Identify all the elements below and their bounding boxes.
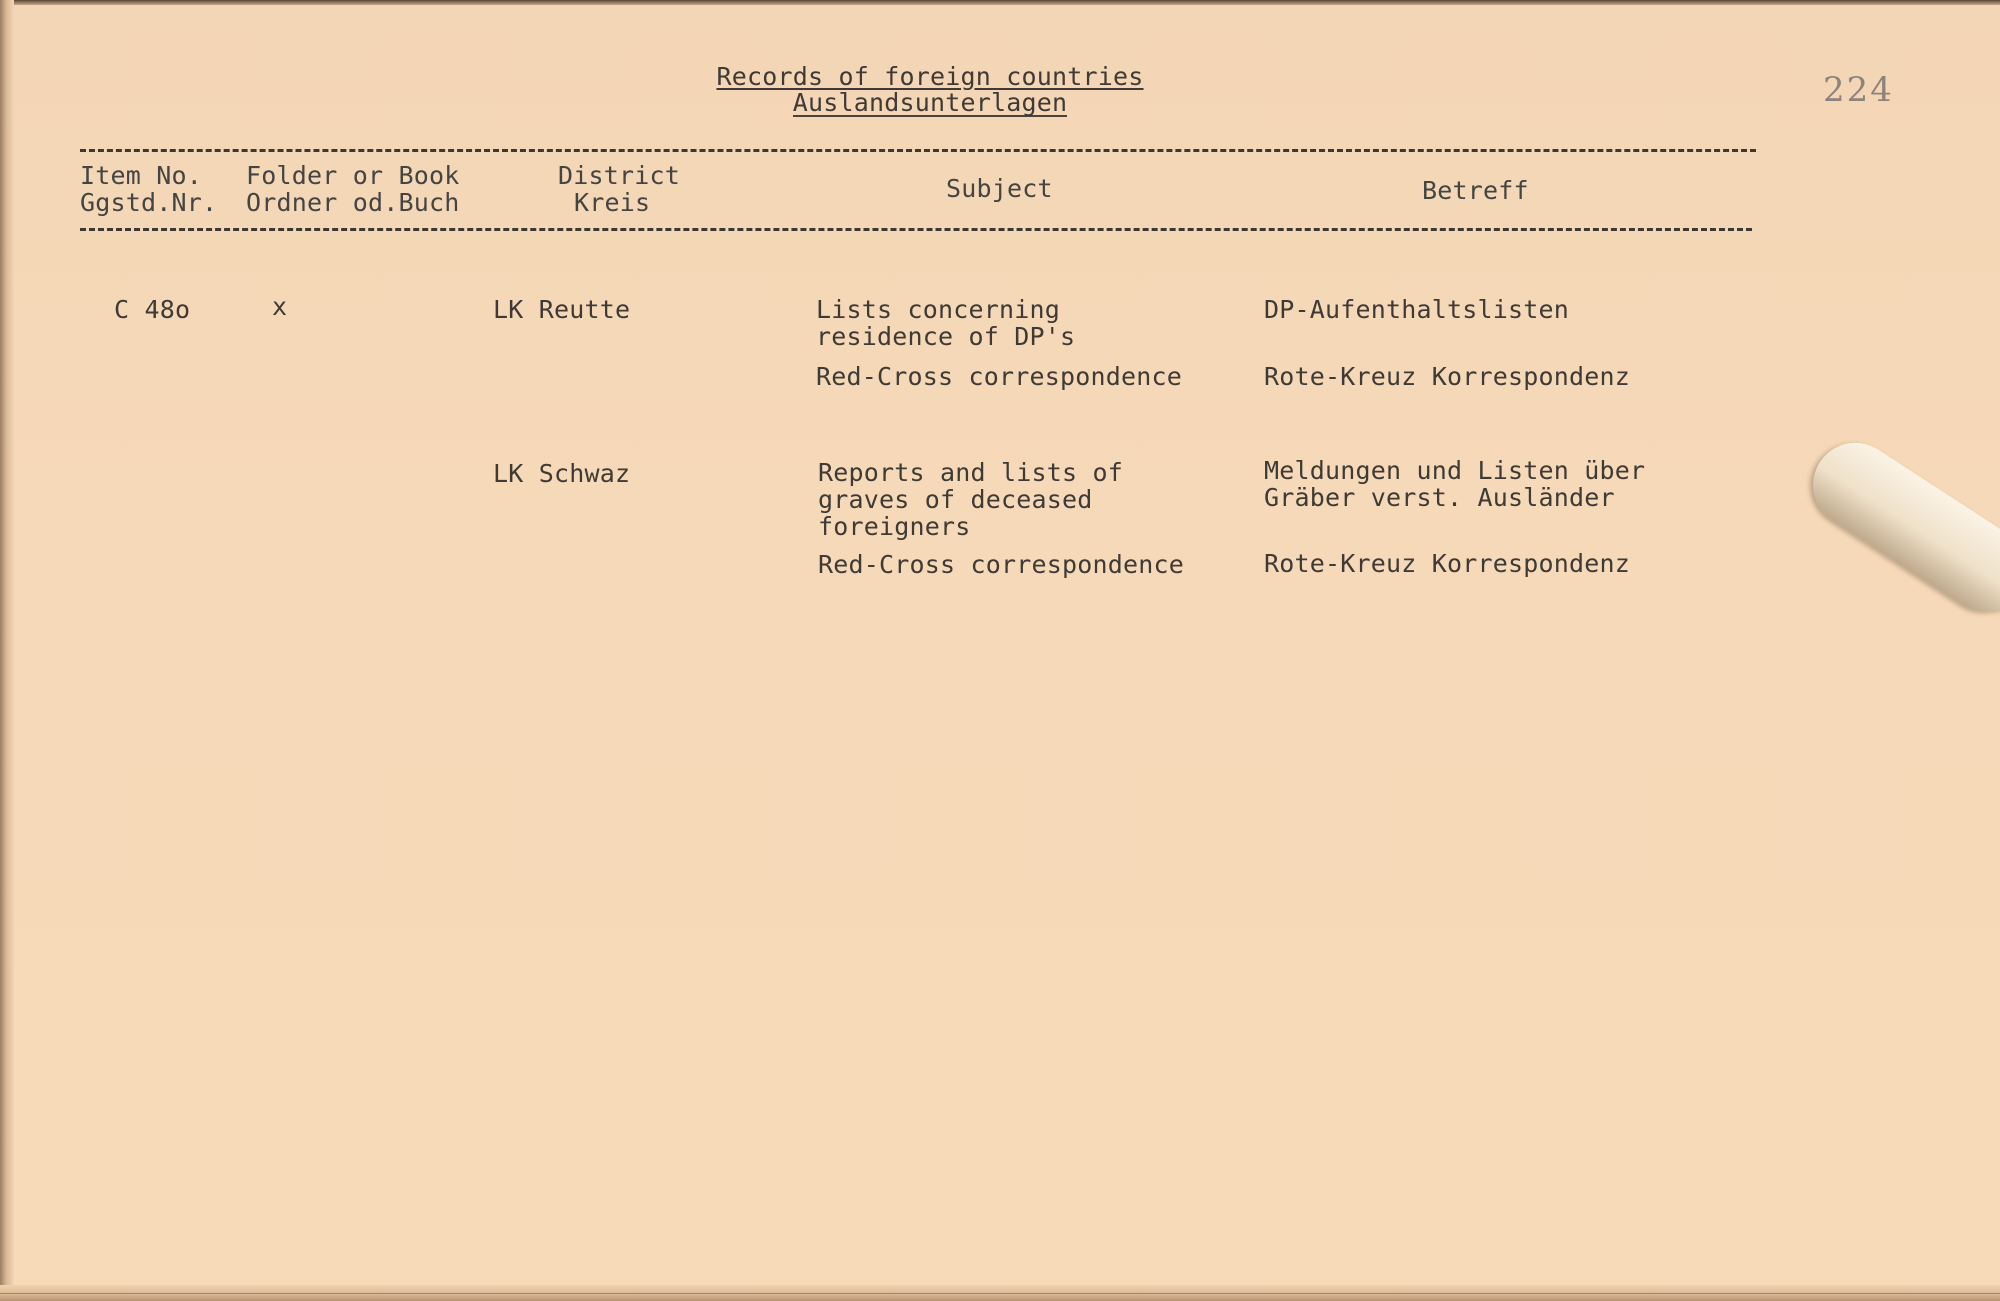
page-number: 224 <box>1823 70 1894 110</box>
title-block <box>660 63 1200 117</box>
header-district-de: Kreis <box>574 188 651 217</box>
subject-line: Lists concerning <box>816 295 1061 324</box>
item-number: C 48o <box>114 295 191 324</box>
header-folder-en: Folder or Book <box>246 161 460 190</box>
betreff-line: Meldungen und Listen über <box>1264 456 1646 485</box>
district-name: LK Reutte <box>493 295 631 324</box>
header-item-de: Ggstd.Nr. <box>80 188 218 217</box>
paper-clip <box>1797 427 2000 628</box>
betreff-line: Rote-Kreuz Korrespondenz <box>1264 549 1631 578</box>
binding-edge <box>0 0 14 1301</box>
subject-line: Reports and lists of <box>818 458 1124 487</box>
page-subtitle: Auslandsunterlagen <box>792 88 1068 117</box>
header-bottom-rule <box>80 228 1752 231</box>
betreff-line: Rote-Kreuz Korrespondenz <box>1264 362 1631 391</box>
betreff-line: DP-Aufenthaltslisten <box>1264 295 1570 324</box>
header-betreff: Betreff <box>1422 176 1529 205</box>
subject-line: graves of deceased <box>818 485 1093 514</box>
subject-line: Red-Cross correspondence <box>818 550 1185 579</box>
header-district-en: District <box>558 161 681 190</box>
page-title: Records of foreign countries <box>716 62 1144 91</box>
header-top-rule <box>80 149 1756 152</box>
header-subject: Subject <box>946 174 1053 203</box>
betreff-line: Gräber verst. Ausländer <box>1264 483 1615 512</box>
subject-line: residence of DP's <box>816 322 1076 351</box>
header-folder-de: Ordner od.Buch <box>246 188 460 217</box>
district-name: LK Schwaz <box>493 459 631 488</box>
page-top-edge <box>0 0 2000 5</box>
page-bottom-edge <box>0 1285 2000 1301</box>
subject-line: foreigners <box>818 512 971 541</box>
subject-line: Red-Cross correspondence <box>816 362 1183 391</box>
folder-mark: x <box>272 292 288 321</box>
header-item-en: Item No. <box>80 161 203 190</box>
